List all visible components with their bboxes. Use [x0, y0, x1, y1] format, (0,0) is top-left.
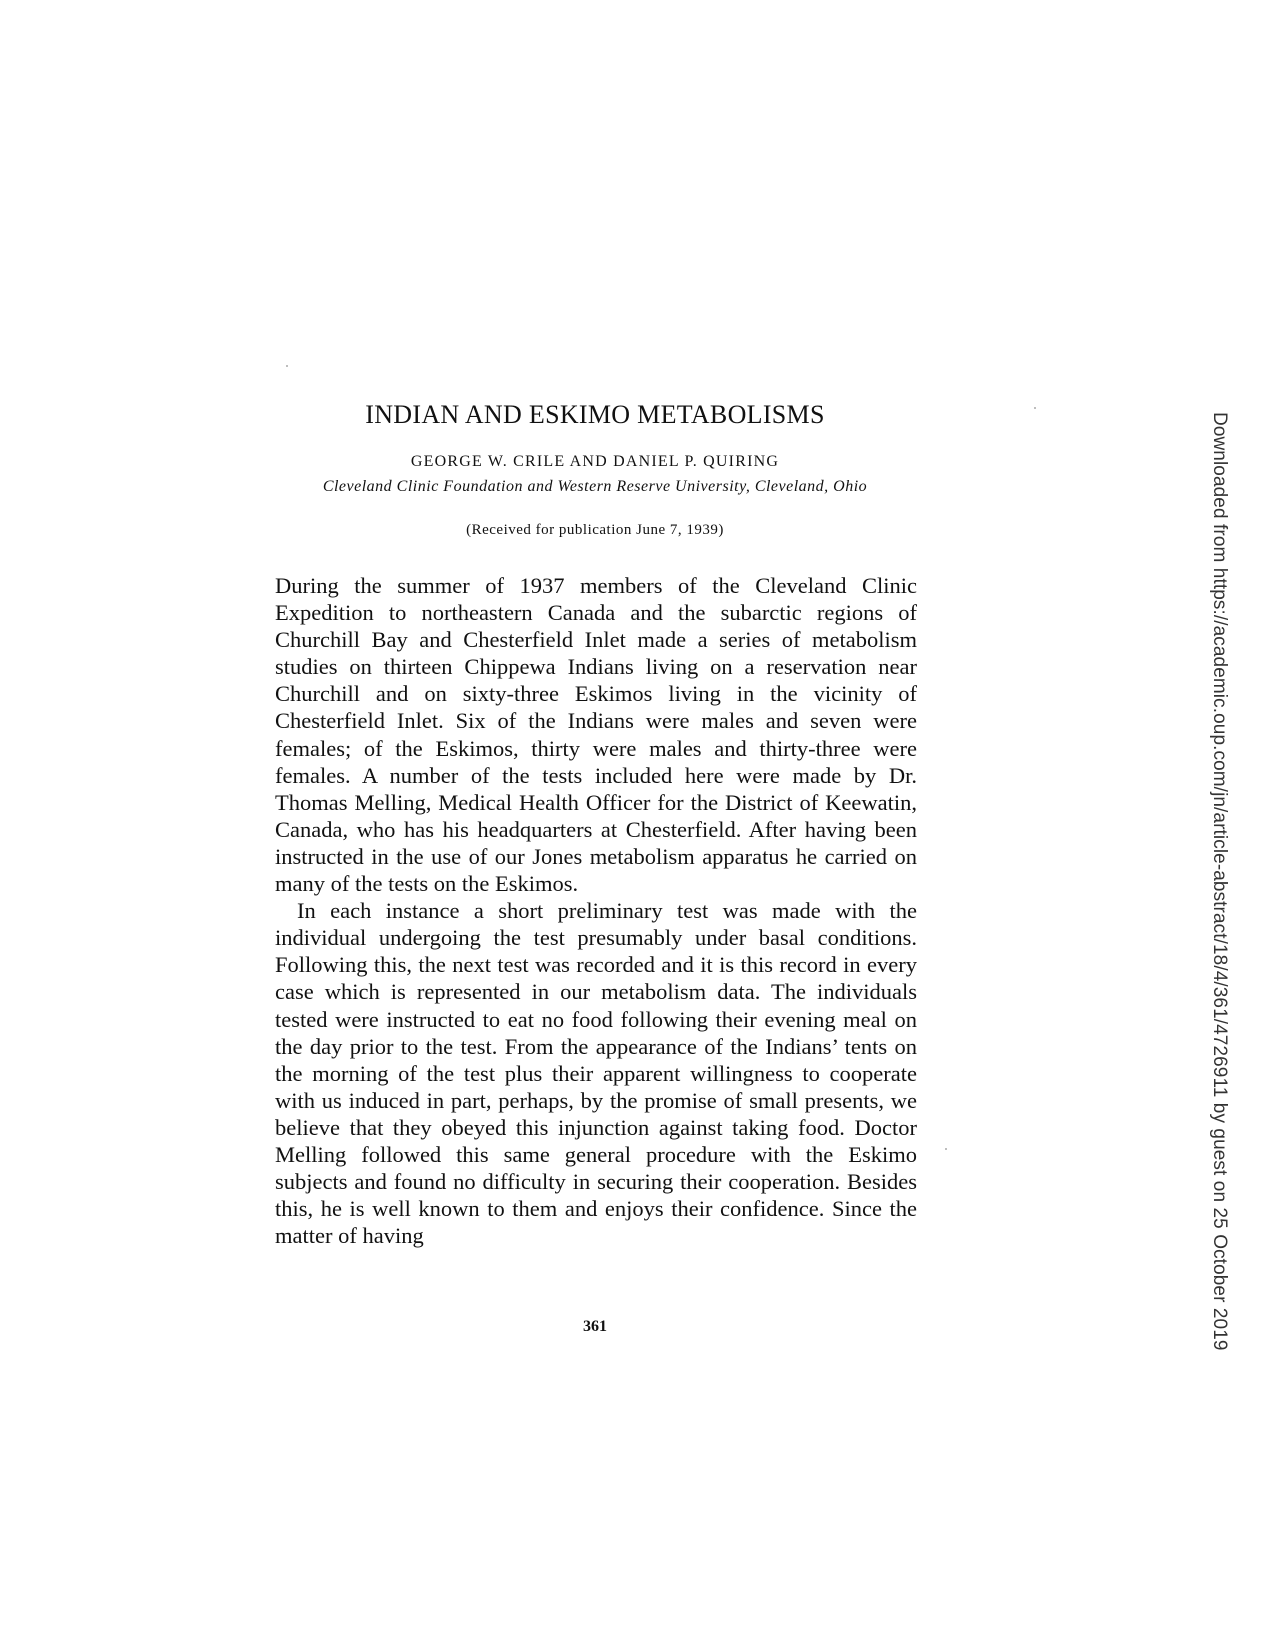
- article-body: [275, 572, 917, 1249]
- article-affiliation: Cleveland Clinic Foundation and Western Reserve University, Cleveland, Ohio: [322, 478, 868, 495]
- received-date: (Received for publication June 7, 1939): [466, 522, 724, 538]
- article-authors: GEORGE W. CRILE AND DANIEL P. QUIRING: [410, 453, 780, 470]
- scan-speck: [286, 365, 288, 367]
- download-notice: Downloaded from https://academic.oup.com/jn/article-abstract/18/4/361/4726911 by guest on 25 October 2019: [1209, 412, 1230, 1351]
- download-notice-sidebar: [1196, 412, 1236, 1351]
- body-paragraph-2: In each instance a short preliminary test was made with the individual undergoing the test presumably under basal conditions. Following this, the next test was recorded and it is this record in every case which is represented in our metabolism data. The individuals tested were instructed to eat no food following their evening meal on the day prior to the test. From the appearance of the Indians’ tents on the morning of the test plus their apparent willingness to cooperate with us induced in part, perhaps, by the promise of small presents, we believe that they obeyed this injunction against taking food. Doctor Melling followed this same general procedure with the Eskimo subjects and found no difficulty in securing their cooperation. Besides this, he is well known to them and enjoys their confidence. Since the matter of having: [275, 898, 917, 1249]
- scan-speck: [1034, 407, 1036, 409]
- scan-speck: [945, 1148, 947, 1150]
- article-title: INDIAN AND ESKIMO METABOLISMS: [365, 400, 825, 429]
- page-number: 361: [583, 1318, 607, 1335]
- body-paragraph-1: During the summer of 1937 members of the Cleveland Clinic Expedition to northeastern Canada and the subarctic regions of Churchill Bay and Chesterfield Inlet made a series of metabolism studies on thirteen Chippewa Indians living on a reservation near Churchill and on sixty-three Eskimos living in the vicinity of Chesterfield Inlet. Six of the Indians were males and seven were females; of the Eskimos, thirty were males and thirty-three were females. A number of the tests included here were made by Dr. Thomas Melling, Medical Health Officer for the District of Keewatin, Canada, who has his headquarters at Chesterfield. After having been instructed in the use of our Jones metabolism apparatus he carried on many of the tests on the Eskimos.: [275, 573, 917, 897]
